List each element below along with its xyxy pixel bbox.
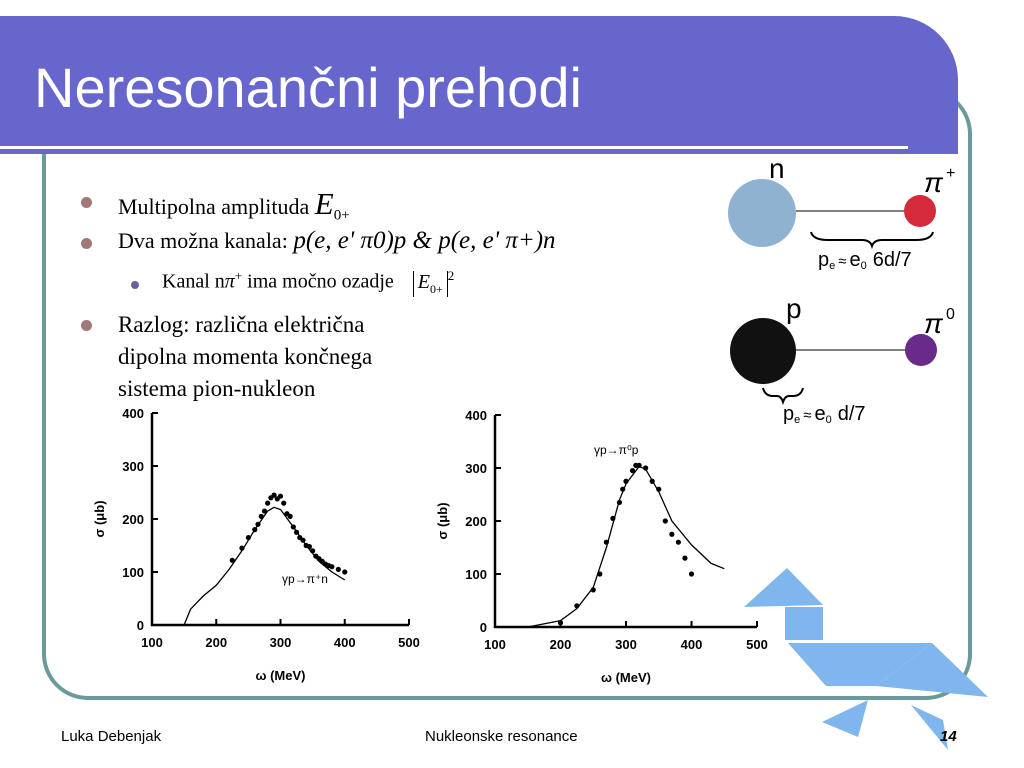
- pion-zero-sup: 0: [946, 306, 955, 323]
- reason-line: dipolna momenta končnega: [118, 344, 373, 369]
- x-tick-label: 500: [746, 637, 768, 652]
- proton-circle: [730, 318, 796, 384]
- reaction-annotation: γp→π⁺n: [282, 572, 328, 586]
- pion-plus-circle: [904, 195, 936, 227]
- data-point: [682, 556, 687, 561]
- data-point: [342, 569, 347, 574]
- data-point: [281, 501, 286, 506]
- slide-title: Neresonančni prehodi: [34, 56, 582, 119]
- x-tick-label: 300: [615, 637, 637, 652]
- chart-axes: [152, 413, 409, 625]
- neutron-label: n: [769, 153, 785, 184]
- theory-curve: [528, 466, 725, 627]
- tangram-neck: [785, 607, 823, 640]
- theory-curve: [184, 507, 345, 625]
- x-tick-label: 400: [333, 635, 356, 650]
- y-axis-label: σ (μb): [92, 500, 107, 538]
- y-tick-label: 100: [465, 567, 487, 582]
- tangram-leg: [822, 700, 868, 737]
- y-tick-label: 0: [479, 620, 487, 635]
- y-tick-label: 100: [122, 565, 144, 580]
- data-point: [663, 518, 668, 523]
- y-tick-label: 300: [122, 459, 144, 474]
- pion-zero-label: π: [924, 308, 943, 339]
- channel-equation: p(e, e' π0)p & p(e, e' π+)n: [293, 227, 556, 254]
- data-point: [676, 540, 681, 545]
- y-tick-label: 400: [465, 408, 487, 423]
- x-tick-label: 300: [269, 635, 292, 650]
- x-tick-label: 100: [484, 637, 506, 652]
- data-point: [689, 571, 694, 576]
- x-axis-label: ω (MeV): [255, 668, 306, 683]
- proton-label: p: [786, 293, 802, 324]
- distance-brace-top: [811, 232, 933, 246]
- y-tick-label: 200: [122, 512, 144, 527]
- pi-symbol: π: [224, 270, 235, 293]
- math-sub: 0+: [429, 281, 443, 296]
- y-tick-label: 300: [465, 461, 487, 476]
- neutron-circle: [728, 179, 796, 247]
- sub-bullet-suffix: ima močno ozadje: [242, 270, 394, 293]
- math-e: E: [417, 270, 430, 293]
- tangram-bird: [744, 568, 988, 750]
- math-sub: 0+: [333, 207, 350, 224]
- data-point: [669, 532, 674, 537]
- pion-plus-label: π: [924, 167, 943, 198]
- data-point: [265, 501, 270, 506]
- math-e: E: [314, 186, 334, 221]
- footer-course: Nukleonske resonance: [425, 728, 578, 745]
- x-tick-label: 200: [549, 637, 572, 652]
- pion-plus-sup: +: [946, 165, 956, 182]
- momentum-label: pe ≈ e0 6d/7: [818, 249, 912, 272]
- footer-author: Luka Debenjak: [61, 728, 162, 745]
- y-tick-label: 400: [122, 406, 144, 421]
- bullet-label: Multipolna amplituda: [118, 194, 310, 219]
- y-axis-label: σ (μb): [435, 502, 450, 540]
- distance-brace-bottom: [763, 388, 803, 402]
- momentum-label: pe ≈ e0 d/7: [783, 403, 866, 426]
- x-tick-label: 100: [141, 635, 163, 650]
- tangram-head: [744, 568, 823, 607]
- pi-sup: +: [234, 268, 243, 283]
- bullet-label: Dva možna kanala:: [118, 228, 288, 253]
- sub-bullet-prefix: Kanal n: [162, 270, 225, 293]
- x-tick-label: 400: [680, 637, 703, 652]
- x-axis-label: ω (MeV): [601, 670, 651, 685]
- page-number: 14: [940, 728, 957, 745]
- data-point: [336, 567, 341, 572]
- reason-line: sistema pion-nukleon: [118, 376, 316, 401]
- y-tick-label: 200: [465, 514, 487, 529]
- y-tick-label: 0: [136, 618, 144, 633]
- cross-section-chart-pi-zero: [435, 408, 768, 685]
- math-sup: 2: [447, 268, 455, 283]
- data-point: [288, 514, 293, 519]
- data-point: [278, 494, 283, 499]
- x-tick-label: 200: [205, 635, 228, 650]
- reaction-annotation: γp→π⁰p: [594, 443, 639, 457]
- cross-section-chart-pi-plus: [92, 406, 420, 683]
- reason-line: Razlog: različna električna: [118, 312, 365, 337]
- x-tick-label: 500: [398, 635, 420, 650]
- data-point: [329, 564, 334, 569]
